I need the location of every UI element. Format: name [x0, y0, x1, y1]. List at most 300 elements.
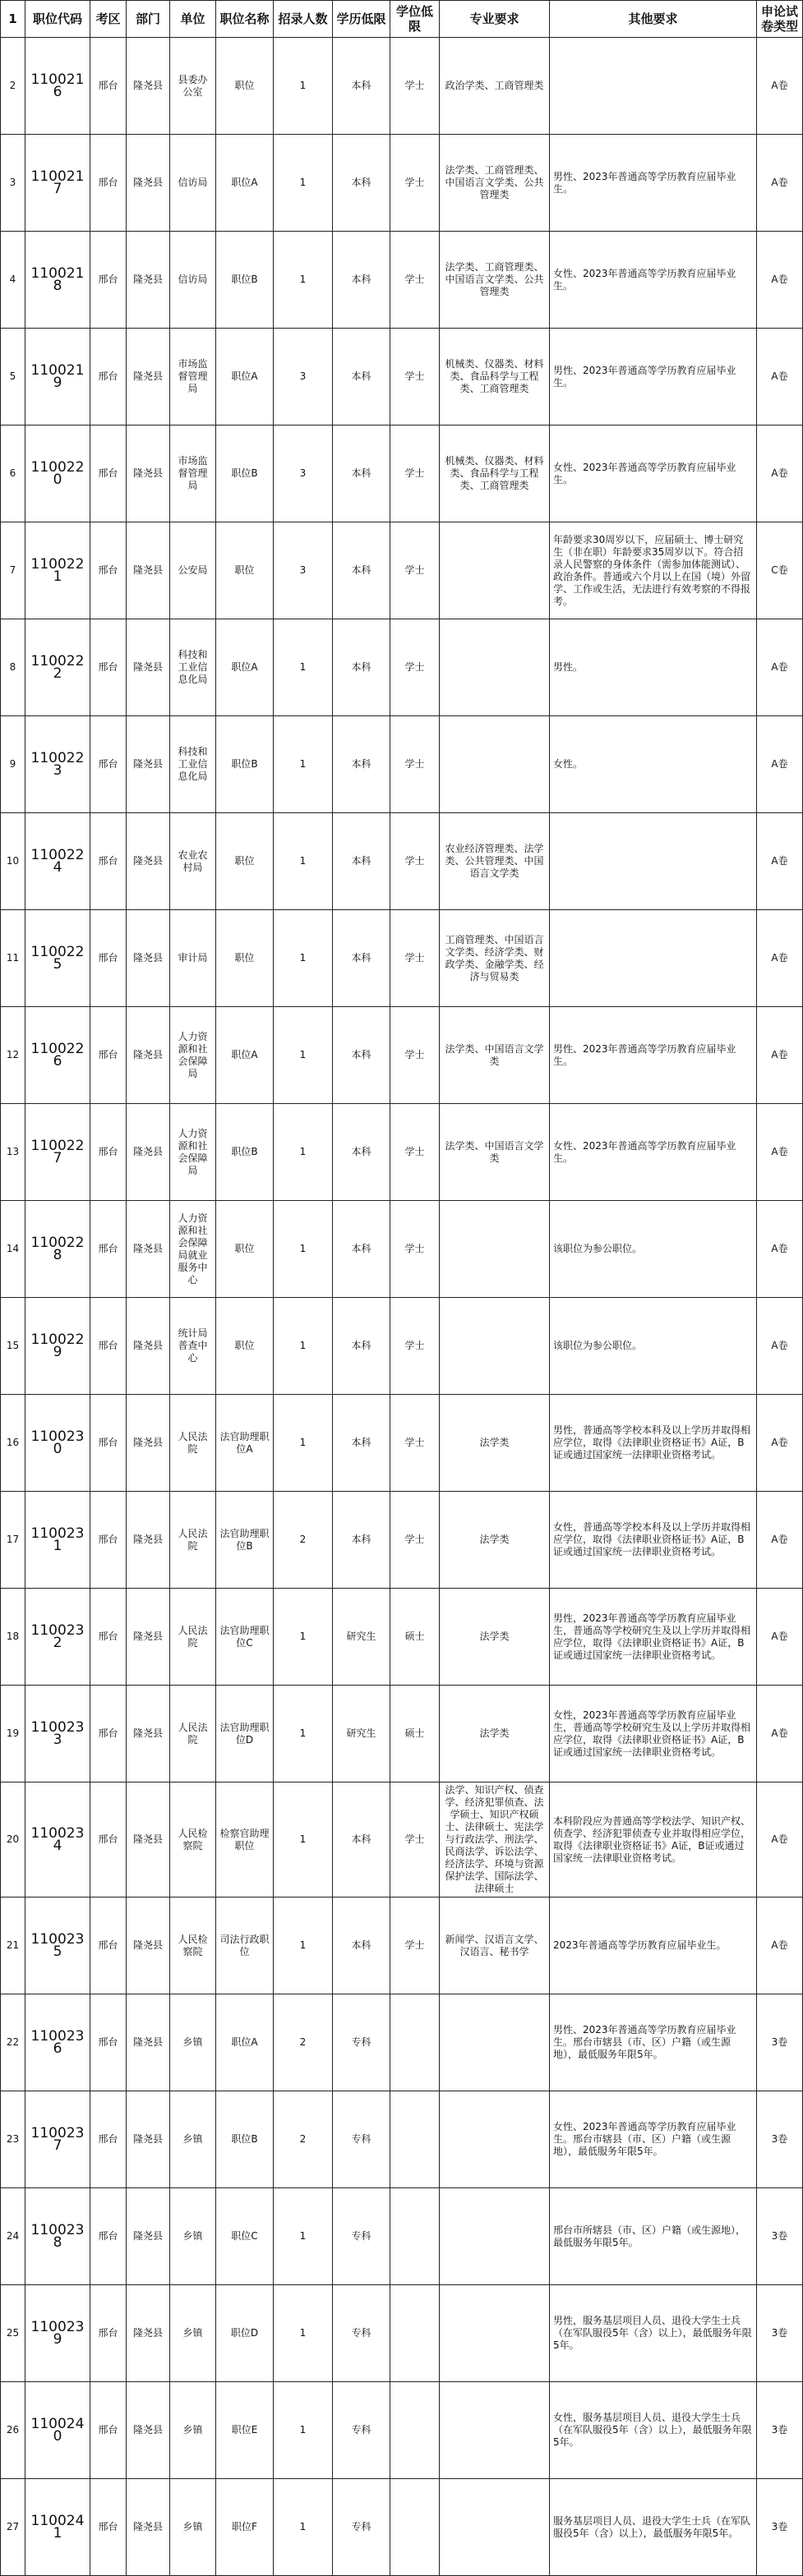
header-min-education: 学历低限	[333, 1, 390, 38]
headcount-cell: 2	[274, 1994, 333, 2091]
department-cell: 隆尧县	[127, 1782, 170, 1898]
row-number-cell: 17	[1, 1492, 25, 1589]
department-cell: 隆尧县	[127, 522, 170, 619]
major-requirement-cell	[440, 1298, 550, 1395]
min-degree-cell: 学士	[390, 38, 440, 135]
row-number-cell: 3	[1, 135, 25, 232]
other-requirement-cell: 男性，普通高等学校本科及以上学历并取得相应学位，取得《法律职业资格证书》A证，B证或通过国家统一法律职业资格考试。	[550, 1395, 757, 1492]
row-number-cell: 27	[1, 2479, 25, 2576]
min-education-cell: 研究生	[333, 1589, 390, 1686]
table-row	[1, 426, 803, 522]
essay-paper-type-cell: A卷	[757, 716, 803, 813]
table-row	[1, 1298, 803, 1395]
other-requirement-cell: 女性、2023年普通高等学历教育应届毕业生。	[550, 426, 757, 522]
position-title-cell: 职位B	[216, 1104, 274, 1201]
essay-paper-type-cell: A卷	[757, 1589, 803, 1686]
exam-area-cell: 邢台	[90, 813, 127, 910]
position-code-cell: 1100219	[25, 329, 90, 426]
major-requirement-cell: 政治学类、工商管理类	[440, 38, 550, 135]
exam-area-cell: 邢台	[90, 1395, 127, 1492]
headcount-cell: 1	[274, 1395, 333, 1492]
department-cell: 隆尧县	[127, 619, 170, 716]
min-degree-cell	[390, 2479, 440, 2576]
min-degree-cell: 硕士	[390, 1686, 440, 1782]
min-education-cell: 专科	[333, 2091, 390, 2188]
row-number-cell: 24	[1, 2188, 25, 2285]
headcount-cell: 1	[274, 2479, 333, 2576]
major-requirement-cell: 法学类、中国语言文学类	[440, 1104, 550, 1201]
headcount-cell: 2	[274, 1492, 333, 1589]
position-title-cell: 职位	[216, 1298, 274, 1395]
row-number-cell: 15	[1, 1298, 25, 1395]
unit-cell: 人民法院	[170, 1589, 216, 1686]
min-degree-cell: 学士	[390, 1201, 440, 1298]
unit-cell: 市场监督管理局	[170, 329, 216, 426]
row-number-cell: 13	[1, 1104, 25, 1201]
table-row	[1, 1782, 803, 1898]
min-education-cell: 专科	[333, 2479, 390, 2576]
headcount-cell: 1	[274, 2188, 333, 2285]
table-row	[1, 910, 803, 1007]
position-code-cell: 1100239	[25, 2285, 90, 2382]
position-title-cell: 职位	[216, 522, 274, 619]
row-number-cell: 9	[1, 716, 25, 813]
min-degree-cell: 学士	[390, 716, 440, 813]
position-code-cell: 1100237	[25, 2091, 90, 2188]
unit-cell: 乡镇	[170, 2188, 216, 2285]
major-requirement-cell	[440, 2479, 550, 2576]
major-requirement-cell: 工商管理类、中国语言文学类、经济学类、财政学类、金融学类、经济与贸易类	[440, 910, 550, 1007]
min-education-cell: 本科	[333, 232, 390, 329]
headcount-cell: 1	[274, 232, 333, 329]
min-education-cell: 专科	[333, 2188, 390, 2285]
min-degree-cell	[390, 2382, 440, 2479]
position-code-cell: 1100234	[25, 1782, 90, 1898]
position-title-cell: 职位F	[216, 2479, 274, 2576]
other-requirement-cell: 邢台市所辖县（市、区）户籍（或生源地），最低服务年限5年。	[550, 2188, 757, 2285]
min-education-cell: 本科	[333, 522, 390, 619]
essay-paper-type-cell: A卷	[757, 910, 803, 1007]
exam-area-cell: 邢台	[90, 2091, 127, 2188]
major-requirement-cell	[440, 2188, 550, 2285]
headcount-cell: 1	[274, 619, 333, 716]
essay-paper-type-cell: A卷	[757, 1104, 803, 1201]
min-degree-cell: 学士	[390, 522, 440, 619]
min-degree-cell: 学士	[390, 813, 440, 910]
unit-cell: 市场监督管理局	[170, 426, 216, 522]
essay-paper-type-cell: A卷	[757, 1201, 803, 1298]
position-code-cell: 1100233	[25, 1686, 90, 1782]
table-row	[1, 2479, 803, 2576]
exam-area-cell: 邢台	[90, 1589, 127, 1686]
header-major-requirement: 专业要求	[440, 1, 550, 38]
essay-paper-type-cell: 3卷	[757, 2091, 803, 2188]
department-cell: 隆尧县	[127, 1492, 170, 1589]
other-requirement-cell: 女性，2023年普通高等学历教育应届毕业生，普通高等学校研究生及以上学历并取得相应学位，取得《法律职业资格证书》A证，B证或通过国家统一法律职业资格考试。	[550, 1686, 757, 1782]
exam-area-cell: 邢台	[90, 135, 127, 232]
unit-cell: 县委办公室	[170, 38, 216, 135]
min-education-cell: 专科	[333, 2285, 390, 2382]
table-row	[1, 1201, 803, 1298]
min-education-cell: 本科	[333, 1298, 390, 1395]
essay-paper-type-cell: A卷	[757, 1686, 803, 1782]
exam-area-cell: 邢台	[90, 2285, 127, 2382]
position-code-cell: 1100227	[25, 1104, 90, 1201]
row-number-cell: 14	[1, 1201, 25, 1298]
other-requirement-cell: 女性、2023年普通高等学历教育应届毕业生。	[550, 1104, 757, 1201]
headcount-cell: 1	[274, 2285, 333, 2382]
position-code-cell: 1100228	[25, 1201, 90, 1298]
min-education-cell: 本科	[333, 426, 390, 522]
header-headcount: 招录人数	[274, 1, 333, 38]
headcount-cell: 1	[274, 1686, 333, 1782]
min-degree-cell	[390, 2285, 440, 2382]
other-requirement-cell: 年龄要求30周岁以下，应届硕士、博士研究生（非在职）年龄要求35周岁以下。符合招录人民警察的身体条件（需参加体能测试）、政治条件。普通或六个月以上在国（境）外留学、工作或生活，无法进行有效考察的不得报考。	[550, 522, 757, 619]
major-requirement-cell	[440, 2382, 550, 2479]
table-row	[1, 1104, 803, 1201]
header-department: 部门	[127, 1, 170, 38]
unit-cell: 科技和工业信息化局	[170, 716, 216, 813]
unit-cell: 乡镇	[170, 2382, 216, 2479]
major-requirement-cell	[440, 1201, 550, 1298]
essay-paper-type-cell: A卷	[757, 426, 803, 522]
department-cell: 隆尧县	[127, 1589, 170, 1686]
exam-area-cell: 邢台	[90, 1782, 127, 1898]
min-education-cell: 本科	[333, 716, 390, 813]
headcount-cell: 1	[274, 813, 333, 910]
header-position-code: 职位代码	[25, 1, 90, 38]
position-title-cell: 职位A	[216, 619, 274, 716]
table-row	[1, 2285, 803, 2382]
row-number-cell: 11	[1, 910, 25, 1007]
position-code-cell: 1100222	[25, 619, 90, 716]
row-number-cell: 19	[1, 1686, 25, 1782]
exam-area-cell: 邢台	[90, 1994, 127, 2091]
exam-area-cell: 邢台	[90, 1201, 127, 1298]
unit-cell: 信访局	[170, 135, 216, 232]
major-requirement-cell	[440, 2285, 550, 2382]
min-education-cell: 本科	[333, 1492, 390, 1589]
department-cell: 隆尧县	[127, 2382, 170, 2479]
other-requirement-cell: 2023年普通高等学历教育应届毕业生。	[550, 1898, 757, 1994]
min-education-cell: 本科	[333, 1104, 390, 1201]
other-requirement-cell: 服务基层项目人员、退役大学生士兵（在军队服役5年（含）以上），最低服务年限5年。	[550, 2479, 757, 2576]
other-requirement-cell: 男性，服务基层项目人员、退役大学生士兵（在军队服役5年（含）以上），最低服务年限5年。	[550, 2285, 757, 2382]
row-number-cell: 4	[1, 232, 25, 329]
min-education-cell: 本科	[333, 1898, 390, 1994]
major-requirement-cell	[440, 2091, 550, 2188]
position-title-cell: 职位	[216, 813, 274, 910]
row-number-cell: 18	[1, 1589, 25, 1686]
unit-cell: 审计局	[170, 910, 216, 1007]
other-requirement-cell: 男性。	[550, 619, 757, 716]
position-code-cell: 1100226	[25, 1007, 90, 1104]
headcount-cell: 1	[274, 716, 333, 813]
unit-cell: 信访局	[170, 232, 216, 329]
table-row	[1, 2188, 803, 2285]
table-row	[1, 1994, 803, 2091]
position-code-cell: 1100236	[25, 1994, 90, 2091]
row-number-cell: 26	[1, 2382, 25, 2479]
major-requirement-cell: 法学类	[440, 1395, 550, 1492]
min-degree-cell: 学士	[390, 1104, 440, 1201]
position-title-cell: 职位A	[216, 1007, 274, 1104]
exam-area-cell: 邢台	[90, 426, 127, 522]
headcount-cell: 3	[274, 426, 333, 522]
position-title-cell: 职位B	[216, 716, 274, 813]
headcount-cell: 1	[274, 1007, 333, 1104]
row-number-cell: 8	[1, 619, 25, 716]
table-row	[1, 813, 803, 910]
headcount-cell: 1	[274, 2382, 333, 2479]
min-degree-cell	[390, 2188, 440, 2285]
essay-paper-type-cell: 3卷	[757, 2382, 803, 2479]
position-code-cell: 1100235	[25, 1898, 90, 1994]
exam-area-cell: 邢台	[90, 1104, 127, 1201]
position-title-cell: 检察官助理职位	[216, 1782, 274, 1898]
department-cell: 隆尧县	[127, 2188, 170, 2285]
position-code-cell: 1100240	[25, 2382, 90, 2479]
position-title-cell: 职位	[216, 1201, 274, 1298]
essay-paper-type-cell: 3卷	[757, 2188, 803, 2285]
min-education-cell: 专科	[333, 1994, 390, 2091]
major-requirement-cell: 机械类、仪器类、材料类、食品科学与工程类、工商管理类	[440, 329, 550, 426]
major-requirement-cell: 新闻学、汉语言文学、汉语言、秘书学	[440, 1898, 550, 1994]
position-code-cell: 1100224	[25, 813, 90, 910]
min-education-cell: 本科	[333, 813, 390, 910]
major-requirement-cell: 法学类、工商管理类、中国语言文学类、公共管理类	[440, 232, 550, 329]
other-requirement-cell: 该职位为参公职位。	[550, 1201, 757, 1298]
unit-cell: 科技和工业信息化局	[170, 619, 216, 716]
essay-paper-type-cell: A卷	[757, 1395, 803, 1492]
position-title-cell: 职位C	[216, 2188, 274, 2285]
position-title-cell: 法官助理职位C	[216, 1589, 274, 1686]
major-requirement-cell	[440, 716, 550, 813]
unit-cell: 人民法院	[170, 1492, 216, 1589]
position-title-cell: 职位A	[216, 135, 274, 232]
table-row	[1, 2382, 803, 2479]
major-requirement-cell: 农业经济管理类、法学类、公共管理类、中国语言文学类	[440, 813, 550, 910]
position-code-cell: 1100241	[25, 2479, 90, 2576]
row-number-cell: 2	[1, 38, 25, 135]
essay-paper-type-cell: A卷	[757, 38, 803, 135]
table-row	[1, 135, 803, 232]
exam-area-cell: 邢台	[90, 1298, 127, 1395]
major-requirement-cell: 法学类	[440, 1686, 550, 1782]
other-requirement-cell: 男性，2023年普通高等学历教育应届毕业生，普通高等学校研究生及以上学历并取得相应学位，取得《法律职业资格证书》A证，B证或通过国家统一法律职业资格考试。	[550, 1589, 757, 1686]
unit-cell: 公安局	[170, 522, 216, 619]
table-header-row	[1, 1, 803, 38]
essay-paper-type-cell: A卷	[757, 329, 803, 426]
row-number-cell: 6	[1, 426, 25, 522]
table-row	[1, 38, 803, 135]
department-cell: 隆尧县	[127, 329, 170, 426]
department-cell: 隆尧县	[127, 910, 170, 1007]
position-title-cell: 职位A	[216, 329, 274, 426]
min-degree-cell: 学士	[390, 426, 440, 522]
department-cell: 隆尧县	[127, 1395, 170, 1492]
min-education-cell: 本科	[333, 1201, 390, 1298]
min-education-cell: 本科	[333, 619, 390, 716]
exam-area-cell: 邢台	[90, 619, 127, 716]
table-row	[1, 1395, 803, 1492]
other-requirement-cell: 男性、2023年普通高等学历教育应届毕业生。邢台市辖县（市、区）户籍（或生源地），最低服务年限5年。	[550, 1994, 757, 2091]
min-education-cell: 专科	[333, 2382, 390, 2479]
major-requirement-cell	[440, 619, 550, 716]
headcount-cell: 1	[274, 1589, 333, 1686]
unit-cell: 人民检察院	[170, 1898, 216, 1994]
department-cell: 隆尧县	[127, 716, 170, 813]
min-degree-cell: 学士	[390, 1782, 440, 1898]
exam-area-cell: 邢台	[90, 329, 127, 426]
position-title-cell: 职位B	[216, 426, 274, 522]
position-title-cell: 职位E	[216, 2382, 274, 2479]
major-requirement-cell: 机械类、仪器类、材料类、食品科学与工程类、工商管理类	[440, 426, 550, 522]
department-cell: 隆尧县	[127, 1686, 170, 1782]
position-code-cell: 1100231	[25, 1492, 90, 1589]
header-min-degree: 学位低限	[390, 1, 440, 38]
exam-area-cell: 邢台	[90, 2188, 127, 2285]
essay-paper-type-cell: A卷	[757, 1492, 803, 1589]
min-degree-cell: 学士	[390, 232, 440, 329]
min-degree-cell: 学士	[390, 1298, 440, 1395]
row-number-cell: 7	[1, 522, 25, 619]
position-title-cell: 职位A	[216, 1994, 274, 2091]
table-row	[1, 522, 803, 619]
row-number-cell: 10	[1, 813, 25, 910]
row-number-cell: 25	[1, 2285, 25, 2382]
essay-paper-type-cell: 3卷	[757, 2285, 803, 2382]
other-requirement-cell: 女性，普通高等学校本科及以上学历并取得相应学位，取得《法律职业资格证书》A证，B证或通过国家统一法律职业资格考试。	[550, 1492, 757, 1589]
department-cell: 隆尧县	[127, 2285, 170, 2382]
exam-area-cell: 邢台	[90, 910, 127, 1007]
table-row	[1, 1589, 803, 1686]
other-requirement-cell	[550, 38, 757, 135]
headcount-cell: 1	[274, 1898, 333, 1994]
position-code-cell: 1100230	[25, 1395, 90, 1492]
essay-paper-type-cell: 3卷	[757, 2479, 803, 2576]
department-cell: 隆尧县	[127, 1298, 170, 1395]
unit-cell: 乡镇	[170, 1994, 216, 2091]
other-requirement-cell: 该职位为参公职位。	[550, 1298, 757, 1395]
unit-cell: 人民法院	[170, 1395, 216, 1492]
min-degree-cell: 学士	[390, 1898, 440, 1994]
headcount-cell: 2	[274, 2091, 333, 2188]
position-title-cell: 法官助理职位B	[216, 1492, 274, 1589]
other-requirement-cell: 本科阶段应为普通高等学校法学、知识产权、侦查学、经济犯罪侦查专业并取得相应学位，取得《法律职业资格证书》A证，B证或通过国家统一法律职业资格考试。	[550, 1782, 757, 1898]
unit-cell: 农业农村局	[170, 813, 216, 910]
min-education-cell: 本科	[333, 329, 390, 426]
other-requirement-cell: 女性，服务基层项目人员、退役大学生士兵（在军队服役5年（含）以上），最低服务年限5年。	[550, 2382, 757, 2479]
unit-cell: 乡镇	[170, 2479, 216, 2576]
essay-paper-type-cell: A卷	[757, 1898, 803, 1994]
other-requirement-cell	[550, 910, 757, 1007]
major-requirement-cell: 法学、知识产权、侦查学、经济犯罪侦查、法学硕士、知识产权硕士、法律硕士、宪法学与行政法学、刑法学、民商法学、诉讼法学、经济法学、环境与资源保护法学、国际法学、法律硕士	[440, 1782, 550, 1898]
min-degree-cell: 硕士	[390, 1589, 440, 1686]
header-row-number: 1	[1, 1, 25, 38]
exam-area-cell: 邢台	[90, 2479, 127, 2576]
position-code-cell: 1100223	[25, 716, 90, 813]
position-code-cell: 1100220	[25, 426, 90, 522]
department-cell: 隆尧县	[127, 426, 170, 522]
essay-paper-type-cell: A卷	[757, 813, 803, 910]
department-cell: 隆尧县	[127, 2479, 170, 2576]
major-requirement-cell: 法学类	[440, 1492, 550, 1589]
table-row	[1, 232, 803, 329]
position-code-cell: 1100217	[25, 135, 90, 232]
table-row	[1, 2091, 803, 2188]
exam-area-cell: 邢台	[90, 522, 127, 619]
header-exam-area: 考区	[90, 1, 127, 38]
essay-paper-type-cell: 3卷	[757, 1994, 803, 2091]
other-requirement-cell: 男性、2023年普通高等学历教育应届毕业生。	[550, 1007, 757, 1104]
table-row	[1, 1492, 803, 1589]
headcount-cell: 3	[274, 329, 333, 426]
essay-paper-type-cell: C卷	[757, 522, 803, 619]
position-title-cell: 职位	[216, 38, 274, 135]
headcount-cell: 1	[274, 135, 333, 232]
min-education-cell: 本科	[333, 1395, 390, 1492]
major-requirement-cell: 法学类	[440, 1589, 550, 1686]
essay-paper-type-cell: A卷	[757, 1782, 803, 1898]
exam-area-cell: 邢台	[90, 1492, 127, 1589]
major-requirement-cell: 法学类、中国语言文学类	[440, 1007, 550, 1104]
min-education-cell: 本科	[333, 1007, 390, 1104]
other-requirement-cell	[550, 813, 757, 910]
table-row	[1, 1686, 803, 1782]
headcount-cell: 1	[274, 1104, 333, 1201]
unit-cell: 人民检察院	[170, 1782, 216, 1898]
table-row	[1, 329, 803, 426]
min-degree-cell: 学士	[390, 329, 440, 426]
position-code-cell: 1100216	[25, 38, 90, 135]
exam-area-cell: 邢台	[90, 38, 127, 135]
headcount-cell: 1	[274, 1782, 333, 1898]
unit-cell: 乡镇	[170, 2091, 216, 2188]
min-degree-cell: 学士	[390, 135, 440, 232]
department-cell: 隆尧县	[127, 1201, 170, 1298]
min-degree-cell: 学士	[390, 1007, 440, 1104]
row-number-cell: 5	[1, 329, 25, 426]
major-requirement-cell	[440, 522, 550, 619]
row-number-cell: 22	[1, 1994, 25, 2091]
essay-paper-type-cell: A卷	[757, 619, 803, 716]
department-cell: 隆尧县	[127, 135, 170, 232]
row-number-cell: 16	[1, 1395, 25, 1492]
position-title-cell: 职位	[216, 910, 274, 1007]
exam-area-cell: 邢台	[90, 2382, 127, 2479]
other-requirement-cell: 男性、2023年普通高等学历教育应届毕业生。	[550, 135, 757, 232]
exam-area-cell: 邢台	[90, 1007, 127, 1104]
department-cell: 隆尧县	[127, 1007, 170, 1104]
department-cell: 隆尧县	[127, 232, 170, 329]
essay-paper-type-cell: A卷	[757, 1007, 803, 1104]
position-title-cell: 司法行政职位	[216, 1898, 274, 1994]
min-education-cell: 本科	[333, 38, 390, 135]
department-cell: 隆尧县	[127, 2091, 170, 2188]
row-number-cell: 21	[1, 1898, 25, 1994]
exam-area-cell: 邢台	[90, 716, 127, 813]
position-code-cell: 1100221	[25, 522, 90, 619]
min-degree-cell: 学士	[390, 1395, 440, 1492]
position-code-cell: 1100229	[25, 1298, 90, 1395]
min-degree-cell: 学士	[390, 1492, 440, 1589]
headcount-cell: 1	[274, 910, 333, 1007]
other-requirement-cell: 女性、2023年普通高等学历教育应届毕业生。邢台市辖县（市、区）户籍（或生源地），最低服务年限5年。	[550, 2091, 757, 2188]
row-number-cell: 12	[1, 1007, 25, 1104]
headcount-cell: 1	[274, 1298, 333, 1395]
position-code-cell: 1100238	[25, 2188, 90, 2285]
